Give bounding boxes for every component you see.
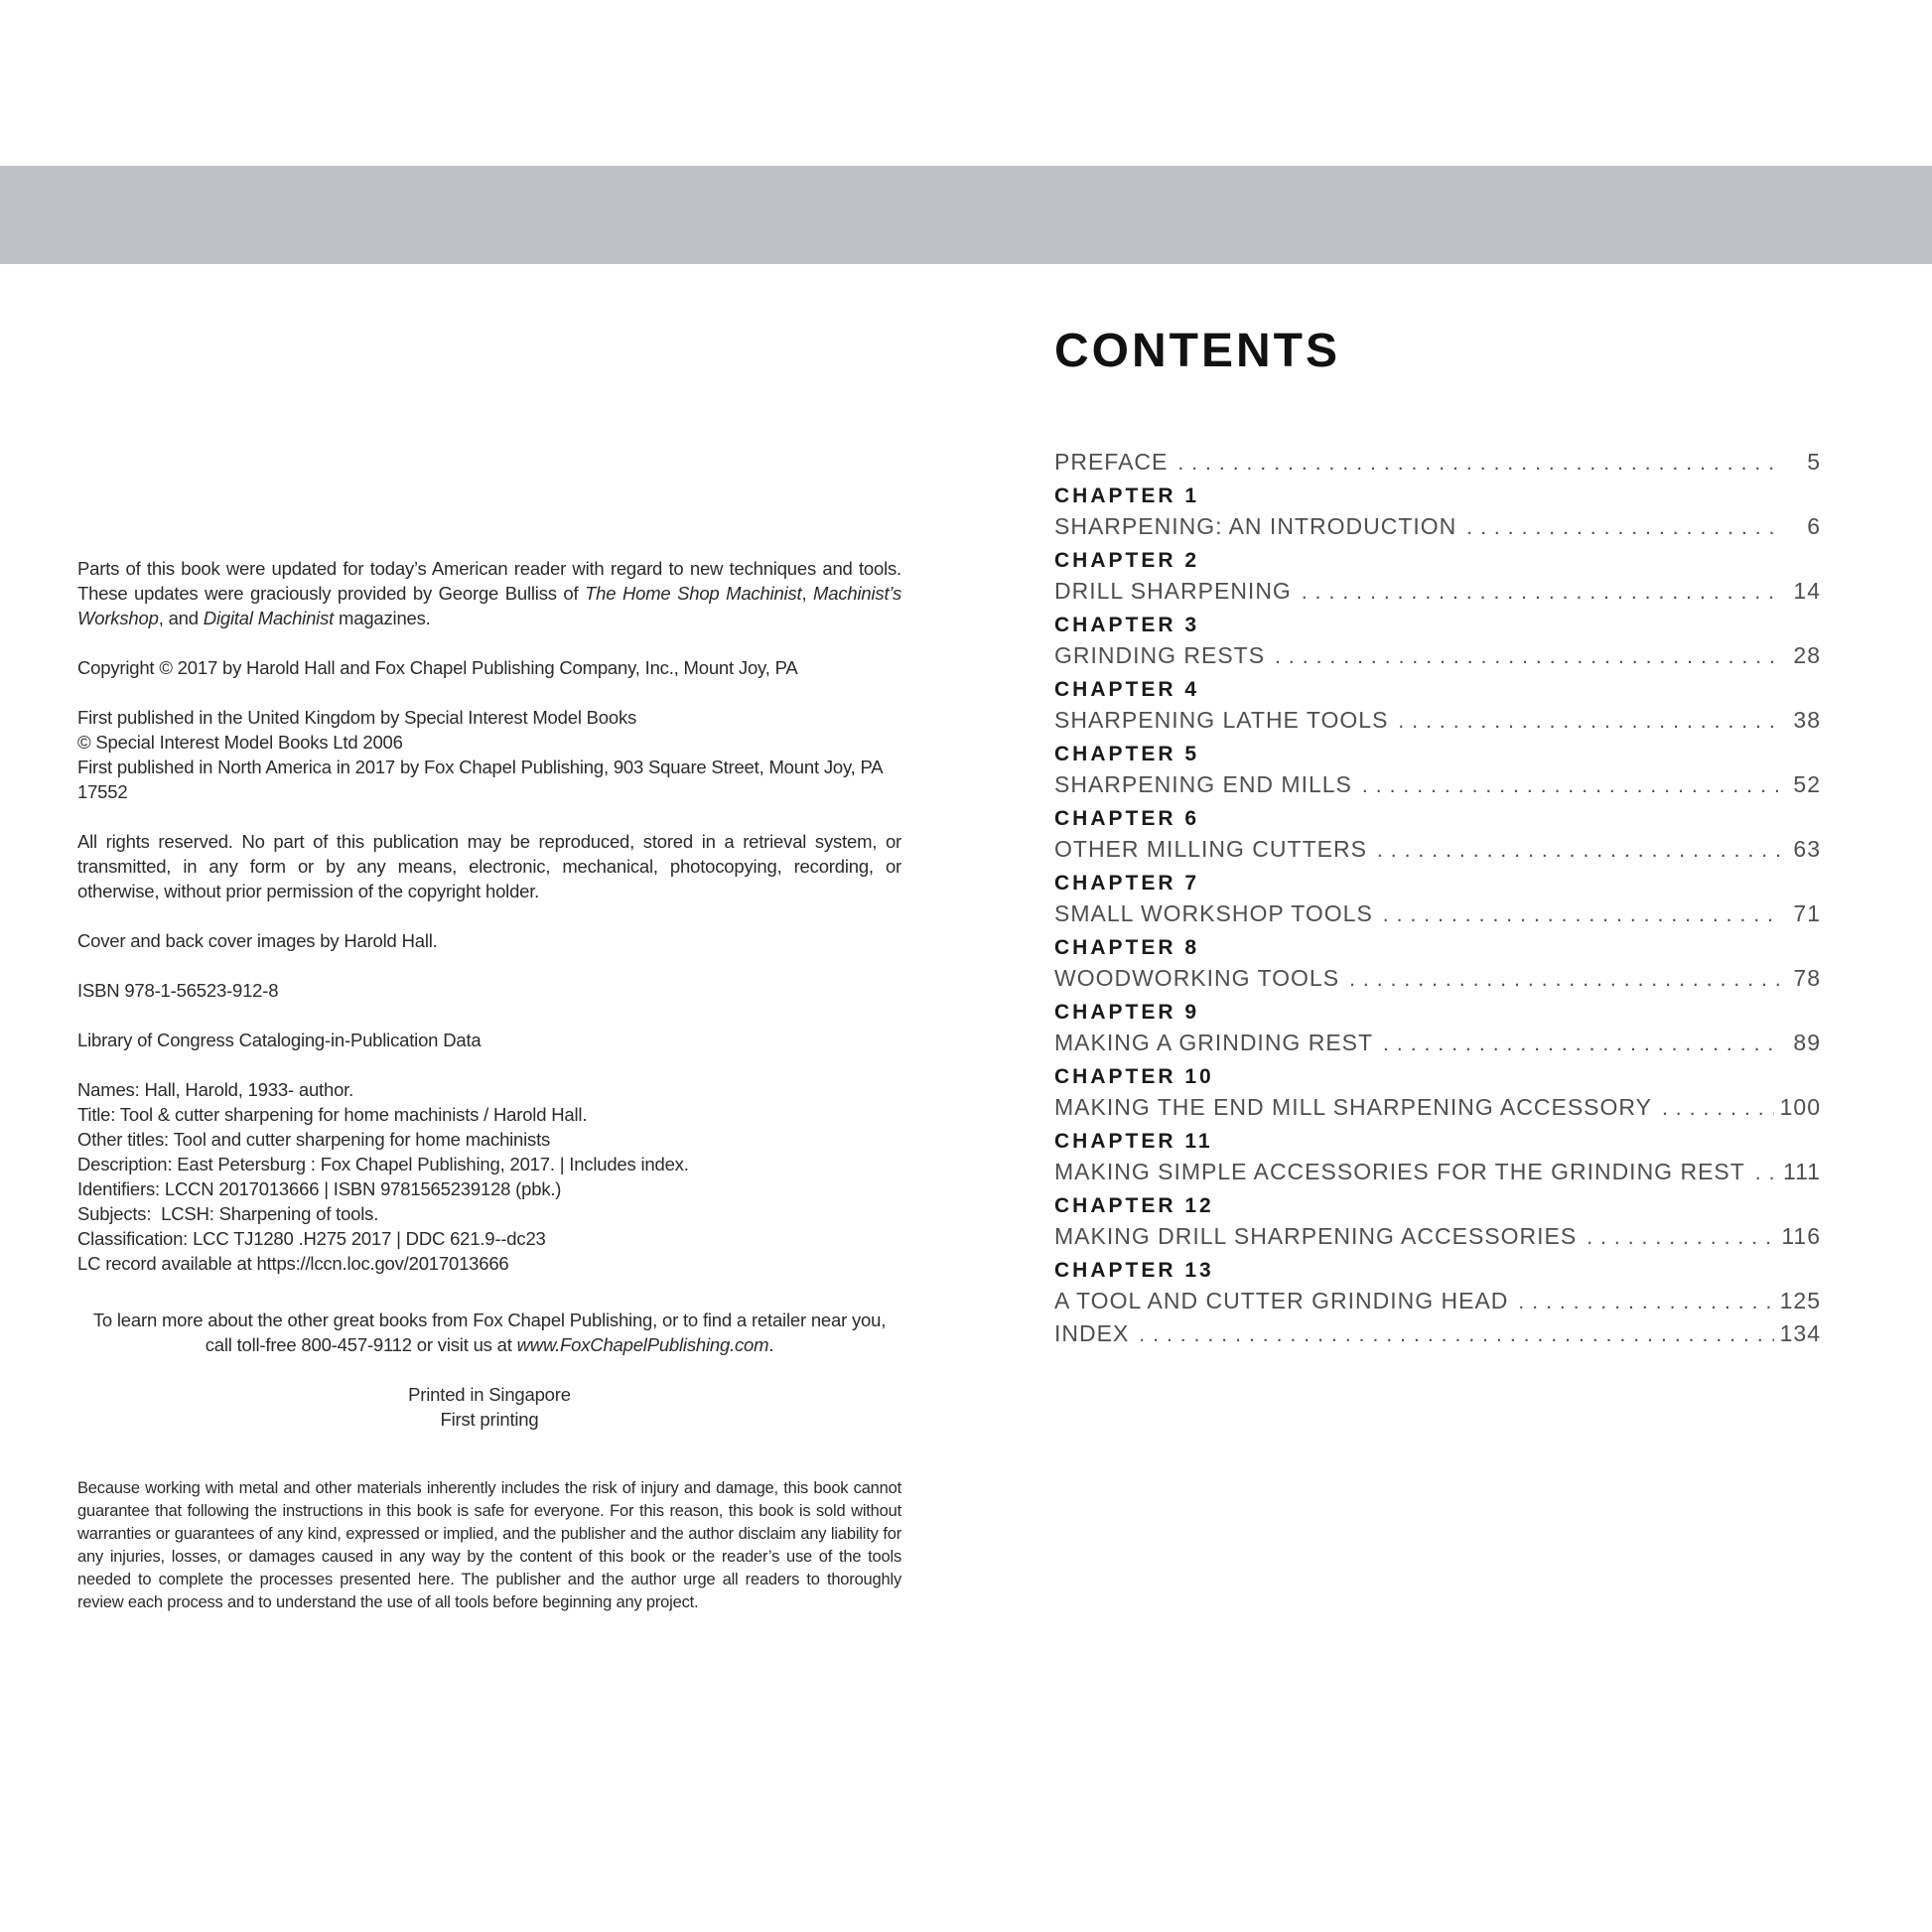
loc-heading: Library of Congress Cataloging-in-Publication Data [77,1030,482,1050]
toc-entry-line [1054,1225,1821,1248]
toc-chapter-label: CHAPTER 5 [1054,743,1200,765]
contents-page [1054,325,1821,1355]
toc-entry-title: MAKING A GRINDING REST [1054,1030,1374,1055]
toc-entry [1054,485,1821,538]
toc-entry [1054,1131,1821,1183]
dot-leader [1466,517,1781,538]
magazine-title: The Home Shop Machinist [585,583,802,604]
toc-entry-title: MAKING THE END MILL SHARPENING ACCESSORY [1054,1094,1652,1120]
toc-entry-title: SHARPENING LATHE TOOLS [1054,707,1389,733]
toc-entry-line [1054,644,1821,667]
toc-entry-title: SHARPENING END MILLS [1054,771,1352,797]
toc-chapter-label: CHAPTER 1 [1054,484,1200,507]
toc-page-number: 28 [1793,642,1821,668]
magazine-title: Digital Machinist [203,608,335,628]
toc-chapter-label: CHAPTER 4 [1054,678,1200,701]
cover-credit: Cover and back cover images by Harold Hall. [77,930,438,951]
loc-line: Description: East Petersburg : Fox Chapel Publishing, 2017. | Includes index. [77,1154,689,1174]
publication-line: First published in North America in 2017 by Fox Chapel Publishing, 903 Square Street, Mount Joy, PA 17552 [77,757,883,802]
update-note: Parts of this book were updated for today’s American reader with regard to new techniques and tools. These updates were graciously provided by George Bulliss of The Home Shop Machinist, Machinist’s Workshop, and Digital Machinist magazines. [77,558,902,628]
dot-leader [1518,1292,1773,1312]
disclaimer: Because working with metal and other materials inherently includes the risk of injury and damage, this book cannot guarantee that following the instructions in this book is safe for everyone. For this reason, this book is sold without warranties or guarantees of any kind, expressed or implied, and the publisher and the author disclaim any liability for any injuries, losses, or damages caused in any way by the content of this book or the reader’s use of the tools needed to complete the processes presented here. The publisher and the author urge all readers to thoroughly review each process and to understand the use of all tools before beginning any project. [77,1479,901,1611]
toc-chapter-label: CHAPTER 11 [1054,1130,1213,1153]
toc-page-number: 63 [1793,836,1821,862]
isbn-line: ISBN 978-1-56523-912-8 [77,980,279,1001]
loc-data-block [77,1077,901,1276]
toc-page-number: 100 [1779,1094,1821,1120]
toc-page-number: 6 [1807,513,1821,539]
toc-page-number: 78 [1793,965,1821,991]
toc-entry-title: SMALL WORKSHOP TOOLS [1054,900,1373,926]
toc-entry [1054,1002,1821,1054]
loc-line: Names: Hall, Harold, 1933- author. [77,1079,354,1100]
loc-line: Title: Tool & cutter sharpening for home machinists / Harold Hall. [77,1104,588,1125]
publication-line: © Special Interest Model Books Ltd 2006 [77,732,403,753]
toc-entry-line [1054,902,1821,925]
toc-page-number: 89 [1793,1030,1821,1055]
copyright-page [77,556,901,1639]
loc-line: Subjects: LCSH: Sharpening of tools. [77,1203,379,1224]
toc-entry-title: DRILL SHARPENING [1054,578,1292,604]
toc-chapter-label: CHAPTER 13 [1054,1259,1214,1282]
dot-leader [1662,1098,1774,1119]
toc-entry-line [1054,1290,1821,1312]
loc-line: Classification: LCC TJ1280 .H275 2017 | DDC 621.9--dc23 [77,1228,546,1249]
learn-more-note: To learn more about the other great books from Fox Chapel Publishing, or to find a retailer near you, call toll-free 800-457-9112 or visit us at www.FoxChapelPublishing.com. [92,1310,887,1355]
dot-leader [1755,1163,1777,1183]
toc-chapter-label: CHAPTER 3 [1054,614,1200,636]
toc-chapter-label: CHAPTER 2 [1054,549,1200,572]
toc-chapter-label: CHAPTER 7 [1054,872,1200,895]
toc-entry [1054,1260,1821,1312]
toc-chapter-label: CHAPTER 12 [1054,1194,1214,1217]
dot-leader [1587,1227,1775,1248]
magazine-title: Machinist’s Workshop [77,583,902,628]
printing-line: Printed in Singapore [408,1384,571,1405]
toc-page-number: 125 [1779,1288,1821,1313]
toc-entry-line [1054,1161,1821,1183]
toc-page-number: 5 [1807,449,1821,475]
toc-entry-title: MAKING SIMPLE ACCESSORIES FOR THE GRINDING REST [1054,1159,1745,1184]
toc-entry [1054,1066,1821,1119]
toc-entry [1054,550,1821,603]
header-band [0,166,1932,264]
toc-page-number: 111 [1783,1159,1821,1184]
toc-entry [1054,808,1821,861]
loc-line: LC record available at https://lccn.loc.gov/2017013666 [77,1253,509,1274]
dot-leader [1362,775,1781,796]
dot-leader [1177,453,1781,474]
copyright-line: Copyright © 2017 by Harold Hall and Fox Chapel Publishing Company, Inc., Mount Joy, PA [77,657,798,678]
toc-entry [1054,1195,1821,1248]
toc-entry [1054,615,1821,667]
dot-leader [1302,582,1781,603]
toc-entry [1054,1322,1821,1345]
toc-entry-title: GRINDING RESTS [1054,642,1266,668]
toc-entry-title: MAKING DRILL SHARPENING ACCESSORIES [1054,1223,1578,1249]
toc-entry-line [1054,580,1821,603]
publication-info [77,705,901,804]
toc-entry-line [1054,1096,1821,1119]
toc-entry [1054,679,1821,732]
rights-paragraph: All rights reserved. No part of this publication may be reproduced, stored in a retrieval system, or transmitted, in any form or by any means, electronic, mechanical, photocopying, recording, or otherwise, without prior permission of the copyright holder. [77,831,901,901]
toc-entry-line [1054,773,1821,796]
toc-entry-title: WOODWORKING TOOLS [1054,965,1340,991]
dot-leader [1383,1034,1781,1054]
publication-line: First published in the United Kingdom by Special Interest Model Books [77,707,637,728]
toc-page-number: 116 [1781,1223,1821,1249]
toc-entry [1054,451,1821,474]
toc-chapter-label: CHAPTER 8 [1054,936,1200,959]
printing-line: First printing [440,1409,539,1430]
toc-page-number: 14 [1793,578,1821,604]
dot-leader [1275,646,1781,667]
toc-entry [1054,937,1821,990]
dot-leader [1349,969,1781,990]
toc-entry [1054,873,1821,925]
dot-leader [1377,840,1781,861]
toc-entry-line [1054,1322,1821,1345]
toc-entry-title: OTHER MILLING CUTTERS [1054,836,1367,862]
loc-line: Other titles: Tool and cutter sharpening for home machinists [77,1129,551,1150]
loc-line: Identifiers: LCCN 2017013666 | ISBN 9781565239128 (pbk.) [77,1178,562,1199]
toc-page-number: 38 [1793,707,1821,733]
toc-page-number: 134 [1779,1320,1821,1346]
dot-leader [1383,904,1781,925]
toc-entry-line [1054,838,1821,861]
dot-leader [1398,711,1781,732]
toc-entry [1054,744,1821,796]
toc-entry-line [1054,967,1821,990]
toc-entry-title: INDEX [1054,1320,1130,1346]
toc-list [1054,451,1821,1345]
toc-chapter-label: CHAPTER 6 [1054,807,1200,830]
dot-leader [1139,1324,1773,1345]
toc-entry-title: A TOOL AND CUTTER GRINDING HEAD [1054,1288,1509,1313]
toc-page-number: 71 [1793,900,1821,926]
toc-entry-title: SHARPENING: AN INTRODUCTION [1054,513,1457,539]
toc-entry-title: PREFACE [1054,449,1169,475]
printing-info [77,1382,901,1432]
toc-page-number: 52 [1793,771,1821,797]
toc-chapter-label: CHAPTER 10 [1054,1065,1214,1088]
toc-entry-line [1054,451,1821,474]
contents-title: CONTENTS [1054,325,1340,377]
toc-chapter-label: CHAPTER 9 [1054,1001,1200,1024]
publisher-website: www.FoxChapelPublishing.com [516,1334,769,1355]
toc-entry-line [1054,1032,1821,1054]
toc-entry-line [1054,709,1821,732]
update-note-text: Parts of this book were updated for today’s American reader with regard to new techniques and tools. These updates were graciously provided by George Bulliss of [77,558,901,604]
toc-entry-line [1054,515,1821,538]
